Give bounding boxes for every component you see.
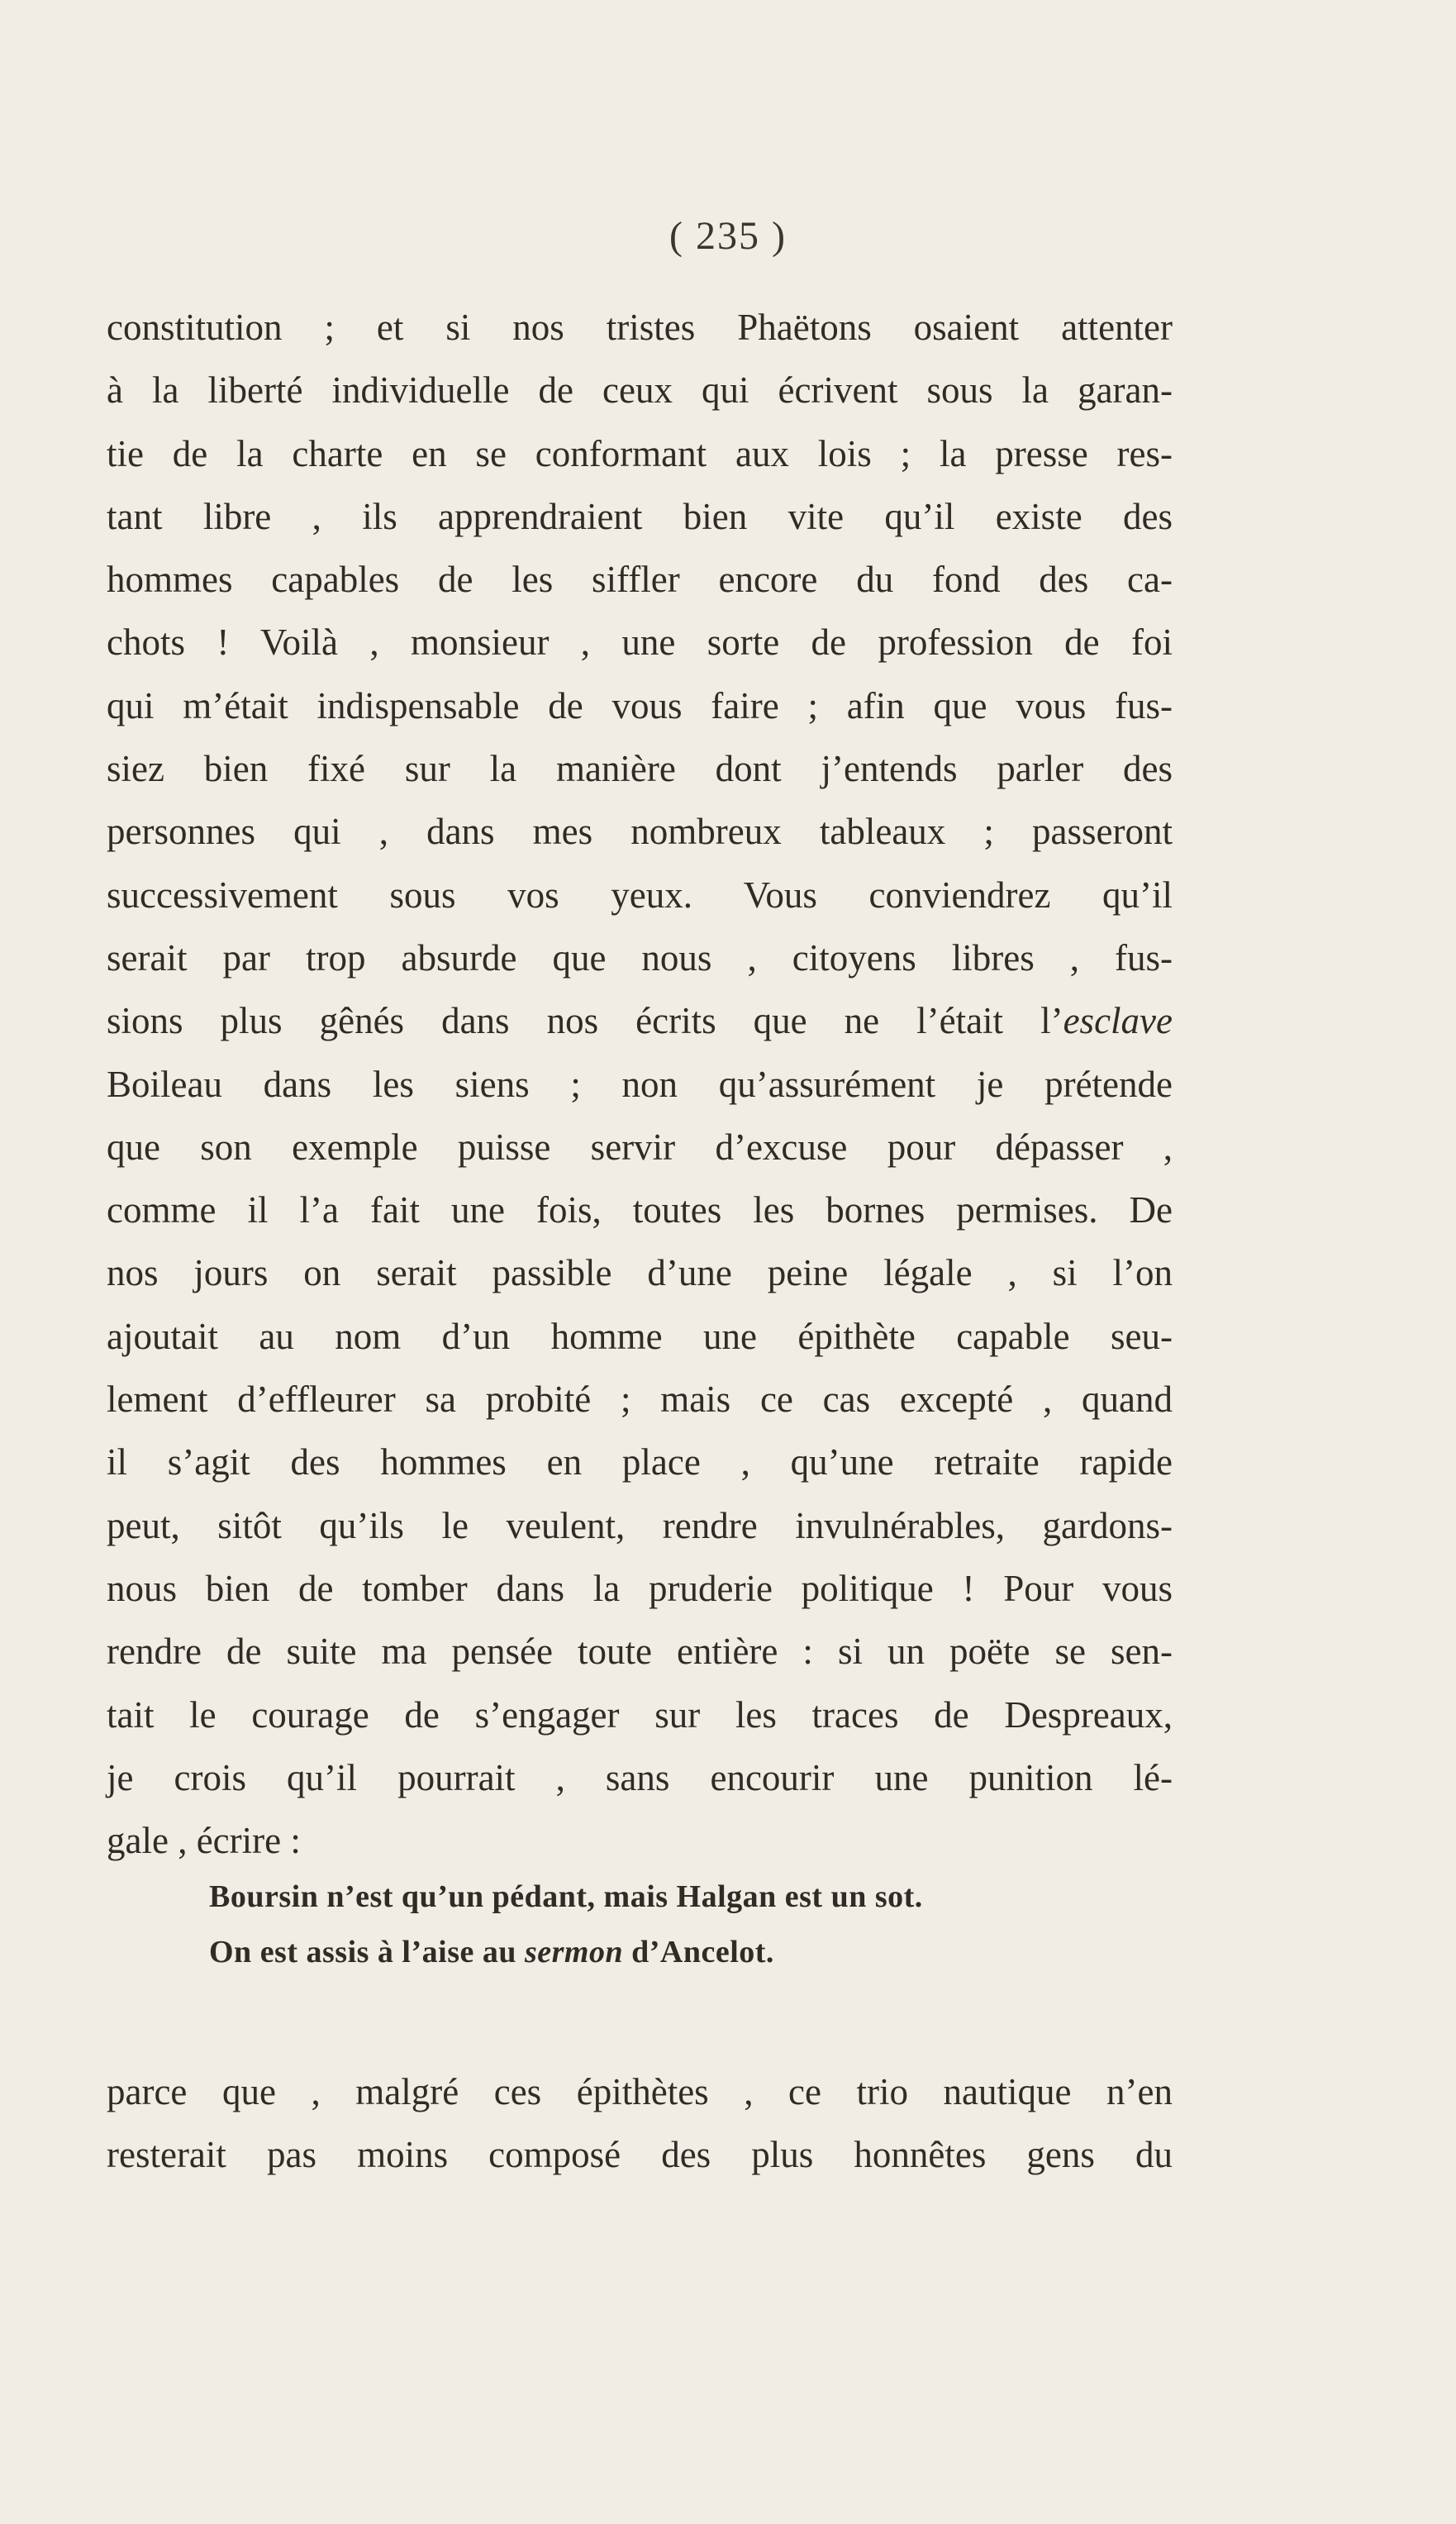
verse-segment: On est assis à l’aise au (209, 1935, 525, 1969)
text-line: à la liberté individuelle de ceux qui écrivent sous la garan- (107, 369, 1173, 412)
text-line: qui m’était indispensable de vous faire ; afin que vous fus- (107, 684, 1173, 726)
text-line: je crois qu’il pourrait , sans encourir une punition lé- (107, 1756, 1173, 1798)
text-line: comme il l’a fait une fois, toutes les bornes permises. De (107, 1189, 1173, 1231)
text-line: peut, sitôt qu’ils le veulent, rendre invulnérables, gardons- (107, 1504, 1173, 1546)
text-line: successivement sous vos yeux. Vous conviendrez qu’il (107, 874, 1173, 916)
text-line: lement d’effleurer sa probité ; mais ce cas excepté , quand (107, 1379, 1173, 1421)
text-line: il s’agit des hommes en place , qu’une retraite rapide (107, 1441, 1173, 1483)
verse-line-with-italic (209, 1926, 1118, 1981)
text-segment: sions plus gênés dans nos écrits que ne l’était l’ (107, 1000, 1063, 1042)
text-line: que son exemple puisse servir d’excuse pour dépasser , (107, 1126, 1173, 1168)
text-line: resterait pas moins composé des plus honnêtes gens du (107, 2134, 1173, 2176)
text-line: hommes capables de les siffler encore du fond des ca- (107, 559, 1173, 601)
text-line: personnes qui , dans mes nombreux tableaux ; passeront (107, 811, 1173, 853)
text-line: ajoutait au nom d’un homme une épithète capable seu- (107, 1315, 1173, 1357)
text-line: tant libre , ils apprendraient bien vite qu’il existe des (107, 495, 1173, 537)
text-line: constitution ; et si nos tristes Phaëtons osaient attenter (107, 307, 1173, 348)
text-line: tie de la charte en se conformant aux lois ; la presse res- (107, 432, 1173, 474)
text-line: parce que , malgré ces épithètes , ce trio nautique n’en (107, 2071, 1173, 2112)
text-line: Boileau dans les siens ; non qu’assurément je prétende (107, 1063, 1173, 1105)
page-number: ( 235 ) (669, 214, 787, 258)
italic-word: sermon (524, 1935, 624, 1969)
text-line: siez bien fixé sur la manière dont j’entends parler des (107, 748, 1173, 790)
text-line: nos jours on serait passible d’une peine légale , si l’on (107, 1252, 1173, 1294)
text-line: chots ! Voilà , monsieur , une sorte de profession de foi (107, 621, 1173, 664)
main-paragraph (107, 296, 1173, 1872)
text-line: serait par trop absurde que nous , citoyens libres , fus- (107, 936, 1173, 979)
text-line: nous bien de tomber dans la pruderie politique ! Pour vous (107, 1567, 1173, 1609)
verse-line: Boursin n’est qu’un pédant, mais Halgan est un sot. (209, 1879, 923, 1914)
italic-word: esclave (1063, 1000, 1173, 1042)
text-line: gale , écrire : (107, 1820, 301, 1862)
closing-paragraph (107, 2060, 1173, 2187)
text-line: rendre de suite ma pensée toute entière : si un poëte se sen- (107, 1631, 1173, 1673)
verse-segment: d’Ancelot. (623, 1935, 774, 1969)
text-line-with-italic (107, 989, 1173, 1052)
text-line: tait le courage de s’engager sur les traces de Despreaux, (107, 1693, 1173, 1736)
verse-quote (209, 1870, 1118, 1981)
